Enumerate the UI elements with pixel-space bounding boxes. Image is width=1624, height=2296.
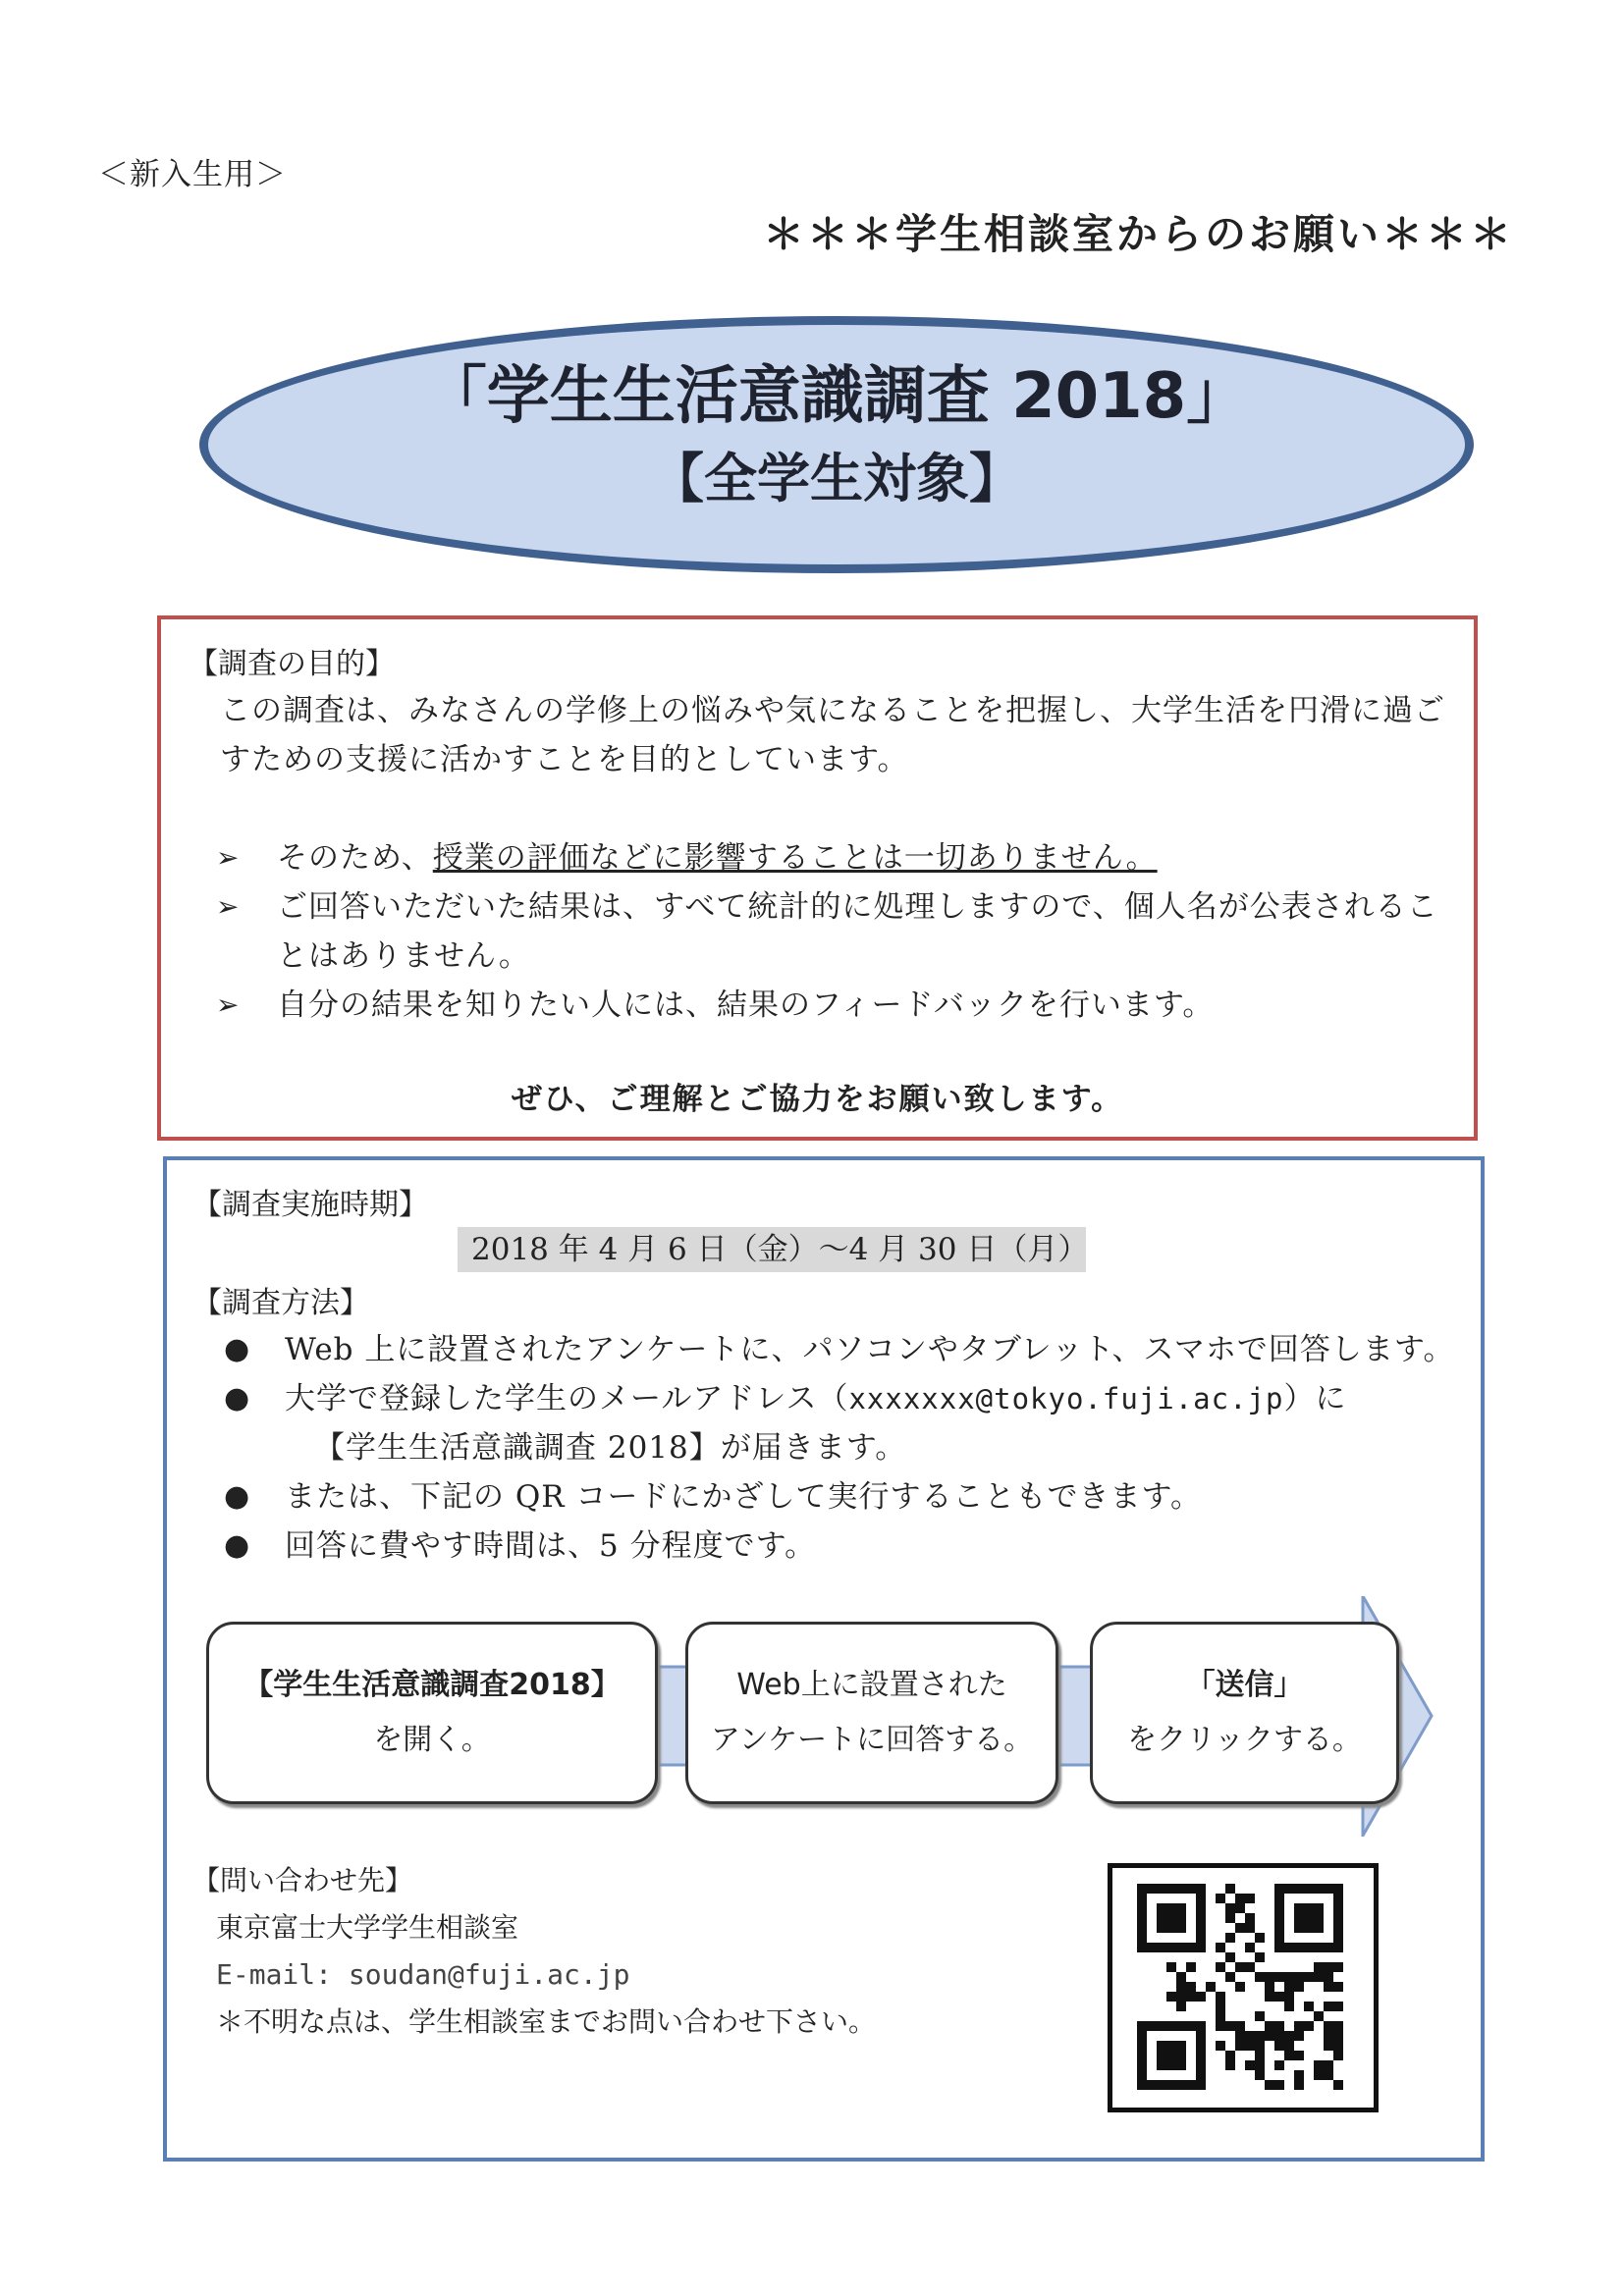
flow-step-answer xyxy=(685,1622,1058,1804)
list-item xyxy=(216,833,1458,882)
closing-request: ぜひ、ご理解とご協力をお願い致します。 xyxy=(511,1082,1124,1117)
dot-bullet-icon: ● xyxy=(224,1381,251,1415)
bullet-text: または、下記の QR コードにかざして実行することもできます。 xyxy=(285,1479,1202,1515)
survey-target: 【全学生対象】 xyxy=(651,448,1022,509)
list-item xyxy=(224,1472,1466,1522)
list-item xyxy=(216,882,1458,981)
bullet-underlined-text: 授業の評価などに影響することは一切ありません。 xyxy=(432,840,1158,876)
contact-heading: 【問い合わせ先】 xyxy=(192,1864,413,1896)
purpose-body: この調査は、みなさんの学修上の悩みや気になることを把握し、大学生活を円滑に過ごすための支援に活かすことを目的としています。 xyxy=(220,693,1445,777)
contact-note: ＊不明な点は、学生相談室までお問い合わせ下さい。 xyxy=(216,2005,877,2038)
method-heading: 【調査方法】 xyxy=(192,1286,369,1320)
bullet-text: そのため、 xyxy=(277,840,433,876)
contact-block xyxy=(192,1857,876,2046)
bullet-text: 自分の結果を知りたい人には、結果のフィードバックを行います。 xyxy=(277,988,1215,1023)
qr-code-icon xyxy=(1137,1884,1343,2090)
method-section xyxy=(163,1156,1485,2162)
purpose-section xyxy=(157,615,1478,1141)
bullet-text: 大学で登録した学生のメールアドレス（ xyxy=(285,1381,849,1416)
bullet-text: 【学生生活意識調査 2018】が届きます。 xyxy=(314,1430,907,1466)
period-heading: 【調査実施時期】 xyxy=(192,1188,428,1222)
bullet-text: ご回答いただいた結果は、すべて統計的に処理しますので、個人名が公表されることはありません。 xyxy=(277,889,1438,974)
purpose-heading: 【調査の目的】 xyxy=(189,647,395,681)
arrow-bullet-icon: ➢ xyxy=(216,890,241,923)
list-item xyxy=(216,981,1458,1030)
period-dates: 2018 年 4 月 6 日（金）～4 月 30 日（月） xyxy=(458,1227,1086,1272)
method-bullets xyxy=(224,1325,1466,1571)
title-block xyxy=(199,358,1474,517)
flow-step-open xyxy=(206,1622,658,1804)
survey-title: 「学生生活意識調査 2018」 xyxy=(423,360,1250,433)
flow-step-text: アンケートに回答する。 xyxy=(710,1723,1034,1757)
bullet-text: Web 上に設置されたアンケートに、パソコンやタブレット、スマホで回答します。 xyxy=(285,1332,1455,1367)
dot-bullet-icon: ● xyxy=(224,1528,251,1563)
arrow-bullet-icon: ➢ xyxy=(216,841,241,874)
flow-step-title: 「送信」 xyxy=(1185,1668,1304,1702)
contact-name: 東京富士大学学生相談室 xyxy=(216,1911,519,1944)
flow-step-submit xyxy=(1090,1622,1399,1804)
list-item xyxy=(224,1522,1466,1571)
contact-email: E-mail: soudan@fuji.ac.jp xyxy=(216,1958,630,1991)
purpose-bullets xyxy=(216,833,1458,1030)
bullet-text: ）に xyxy=(1283,1381,1347,1416)
list-item xyxy=(224,1374,1466,1472)
flow-step-text: Web上に設置された xyxy=(736,1668,1007,1702)
bullet-text: 回答に費やす時間は、5 分程度です。 xyxy=(285,1528,817,1564)
list-item xyxy=(224,1325,1466,1374)
student-email-pattern: xxxxxxx@tokyo.fuji.ac.jp xyxy=(848,1382,1284,1415)
audience-label: ＜新入生用＞ xyxy=(98,157,287,192)
flow-step-text: を開く。 xyxy=(373,1723,491,1757)
qr-code-frame xyxy=(1108,1863,1379,2112)
request-header: ＊＊＊学生相談室からのお願い＊＊＊ xyxy=(762,210,1514,258)
arrow-bullet-icon: ➢ xyxy=(216,988,241,1021)
flow-step-text: をクリックする。 xyxy=(1127,1723,1362,1757)
dot-bullet-icon: ● xyxy=(224,1332,251,1366)
dot-bullet-icon: ● xyxy=(224,1479,251,1514)
flow-step-title: 【学生生活意識調査2018】 xyxy=(244,1668,621,1702)
